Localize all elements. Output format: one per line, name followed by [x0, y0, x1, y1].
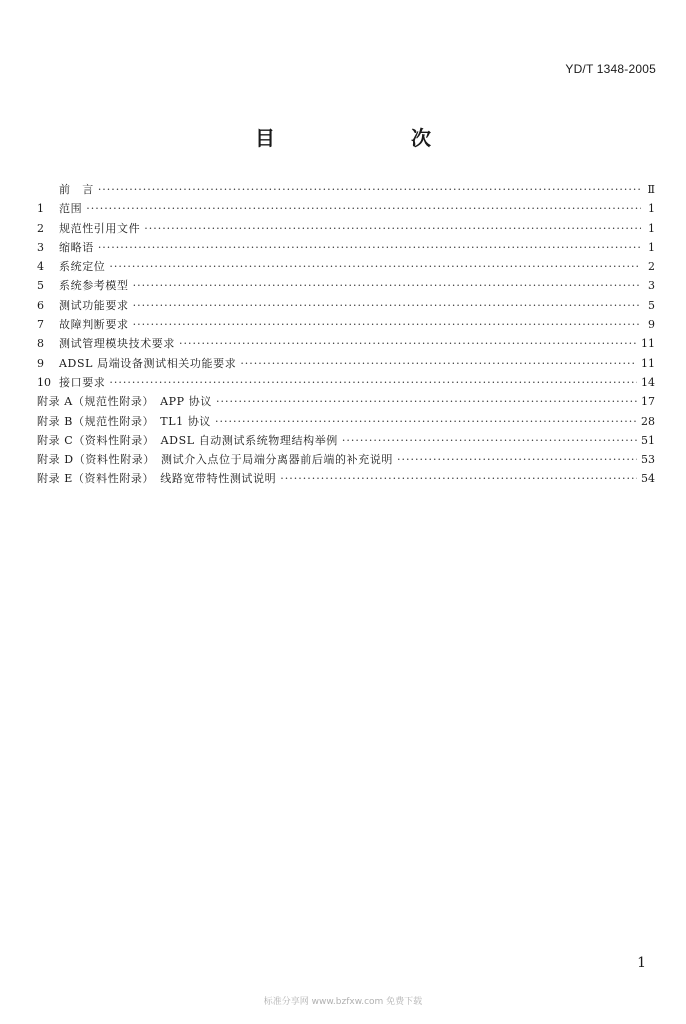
toc-entry-page: 1	[648, 202, 655, 216]
toc-leader-dots	[240, 354, 637, 373]
toc-entry-label: 接口要求	[59, 375, 106, 389]
toc-leader-dots	[216, 392, 637, 411]
toc-entry-label: 测试功能要求	[59, 298, 129, 312]
toc-entry-page: 53	[641, 453, 655, 467]
toc-entry-page: 1	[648, 240, 655, 254]
toc-entry-label: 缩略语	[59, 240, 94, 254]
toc-entry-page: 51	[641, 433, 655, 447]
toc-leader-dots	[179, 334, 637, 353]
toc-leader-dots	[215, 412, 637, 431]
toc-entry-number: 5	[37, 279, 44, 293]
toc-entry-annex[interactable]	[37, 431, 655, 450]
toc-entry-label: 附录 D（资料性附录） 测试介入点位于局端分离器前后端的补充说明	[37, 453, 394, 467]
toc-leader-dots	[133, 296, 641, 315]
toc-leader-dots	[133, 276, 641, 295]
toc-entry[interactable]	[37, 315, 655, 334]
toc-leader-dots	[86, 199, 641, 218]
toc-entry-page: Ⅱ	[647, 183, 655, 196]
toc-leader-dots	[144, 219, 641, 238]
toc-entry-number: 9	[37, 356, 44, 370]
toc-entry[interactable]	[37, 334, 655, 353]
toc-entry-number: 8	[37, 337, 44, 351]
toc-entry-annex[interactable]	[37, 412, 655, 431]
toc-entry-number: 6	[37, 298, 44, 312]
toc-entry[interactable]	[37, 199, 655, 218]
toc-entry-label: 前 言	[59, 183, 94, 196]
toc-entry-page: 1	[648, 221, 655, 235]
toc-entry-annex[interactable]	[37, 392, 655, 411]
standard-code: YD/T 1348-2005	[565, 62, 656, 76]
toc-entry-label: 系统参考模型	[59, 279, 129, 293]
toc-entry[interactable]	[37, 257, 655, 276]
toc-entry-number: 7	[37, 318, 44, 332]
toc-entry-number: 1	[37, 202, 44, 216]
toc-entry-annex[interactable]	[37, 450, 655, 469]
toc-entry[interactable]	[37, 296, 655, 315]
toc-entry-page: 14	[641, 375, 655, 389]
toc-entry-label: 规范性引用文件	[59, 221, 141, 235]
toc-entry-label: ADSL 局端设备测试相关功能要求	[59, 356, 237, 370]
toc-leader-dots	[133, 315, 641, 334]
toc-entry-page: 2	[648, 260, 655, 274]
toc-title: 目 次	[255, 126, 489, 150]
toc-leader-dots	[109, 257, 641, 276]
toc-entry[interactable]	[37, 219, 655, 238]
toc-entry-label: 范围	[59, 202, 83, 216]
toc-leader-dots	[98, 238, 641, 257]
toc-entry-label: 附录 B（规范性附录） TL1 协议	[37, 414, 212, 428]
toc-entry-label: 附录 C（资料性附录） ADSL 自动测试系统物理结构举例	[37, 433, 338, 447]
toc-entry[interactable]	[37, 238, 655, 257]
page-number: 1	[637, 955, 646, 971]
toc-entry-number: 4	[37, 260, 44, 274]
toc-entry-page: 3	[648, 279, 655, 293]
toc-entry-number: 10	[37, 375, 51, 389]
toc-leader-dots	[280, 469, 637, 488]
toc-entry-label: 附录 A（规范性附录） APP 协议	[37, 395, 212, 409]
toc-entry-page: 17	[641, 395, 655, 409]
toc-entry[interactable]	[37, 373, 655, 392]
toc-entry-label: 故障判断要求	[59, 318, 129, 332]
toc-entry-page: 28	[641, 414, 655, 428]
toc-entry-page: 11	[641, 356, 655, 370]
toc-entry-page: 9	[648, 318, 655, 332]
toc-entry[interactable]	[37, 180, 655, 199]
toc-entry-page: 54	[641, 472, 655, 486]
toc-entry-number: 3	[37, 240, 44, 254]
toc-leader-dots	[109, 373, 637, 392]
toc-entry[interactable]	[37, 354, 655, 373]
toc-entry-page: 5	[648, 298, 655, 312]
toc-leader-dots	[342, 431, 637, 450]
toc-leader-dots	[98, 180, 641, 199]
toc-entry-label: 附录 E（资料性附录） 线路宽带特性测试说明	[37, 472, 277, 486]
toc-entry-page: 11	[641, 337, 655, 351]
toc-entry-number: 2	[37, 221, 44, 235]
toc-leader-dots	[397, 450, 637, 469]
toc-entry[interactable]	[37, 276, 655, 295]
toc-entry-label: 系统定位	[59, 260, 106, 274]
table-of-contents	[37, 180, 655, 489]
watermark-text: 标准分享网 www.bzfxw.com 免费下载	[263, 997, 423, 1007]
toc-entry-annex[interactable]	[37, 469, 655, 488]
toc-entry-label: 测试管理模块技术要求	[59, 337, 175, 351]
